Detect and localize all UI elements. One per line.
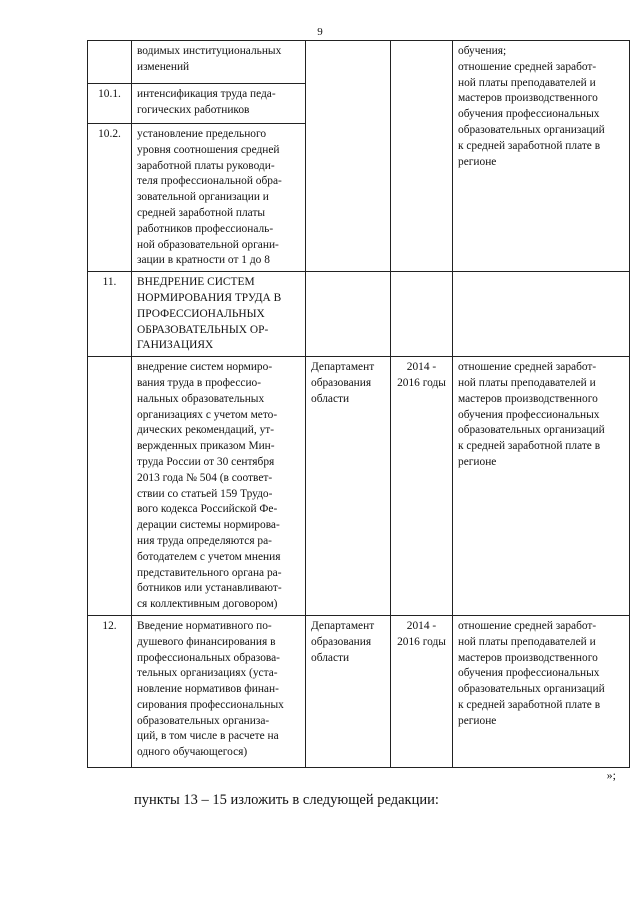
responsible-cell xyxy=(306,41,391,272)
amendment-text: пункты 13 – 15 изложить в следующей редакции: xyxy=(134,792,439,808)
closing-quote: »; xyxy=(606,768,616,782)
activity-cell: внедрение систем нормиро- вания труда в профессио- нальных образовательных организациях с учетом мето- дических рекомендаций, ут- вержденных приказом Мин- труда России от 30 сентября 2013 года № 504 (в соответ- ствии со статьей 159 Трудо- вого кодекса Российской Фе- дерации системы нормирова- ния труда определяются ра- ботодателем с учетом мнения представительного органа ра- ботников или устанавливают- ся коллективным договором) xyxy=(132,357,306,616)
table-row xyxy=(88,615,630,767)
indicator-cell: отношение средней заработ- ной платы преподавателей и мастеров производственного обучения профессиональных образовательных организаций к средней заработной плате в регионе xyxy=(453,357,630,616)
responsible-cell xyxy=(306,272,391,357)
row-number xyxy=(88,41,132,84)
section-heading: ВНЕДРЕНИЕ СИСТЕМ НОРМИРОВАНИЯ ТРУДА В ПРОФЕССИОНАЛЬНЫХ ОБРАЗОВАТЕЛЬНЫХ ОР- ГАНИЗАЦИЯХ xyxy=(132,272,306,357)
measures-table xyxy=(87,40,630,768)
activity-cell: установление предельного уровня соотношения средней заработной платы руководи- теля профессиональной обра- зовательной организации и средней заработной платы работников профессиональ- ной образовательной органи- зации в кратности от 1 до 8 xyxy=(132,124,306,272)
activity-cell: водимых институциональных изменений xyxy=(132,41,306,84)
indicator-cell xyxy=(453,272,630,357)
table-row xyxy=(88,41,630,84)
indicator-cell: обучения; отношение средней заработ- ной платы преподавателей и мастеров производственного обучения профессиональных образовательных организаций к средней заработной плате в регионе xyxy=(453,41,630,272)
row-number: 10.2. xyxy=(88,124,132,272)
responsible-cell: Департамент образования области xyxy=(306,357,391,616)
row-number: 11. xyxy=(88,272,132,357)
table-row xyxy=(88,357,630,616)
period-cell: 2014 - 2016 годы xyxy=(391,357,453,616)
row-number: 12. xyxy=(88,615,132,767)
row-number: 10.1. xyxy=(88,84,132,124)
indicator-cell: отношение средней заработ- ной платы преподавателей и мастеров производственного обучения профессиональных образовательных организаций к средней заработной плате в регионе xyxy=(453,615,630,767)
page-number: 9 xyxy=(317,26,323,38)
activity-cell: интенсификация труда педа- гогических работников xyxy=(132,84,306,124)
row-number xyxy=(88,357,132,616)
period-cell: 2014 - 2016 годы xyxy=(391,615,453,767)
activity-cell: Введение нормативного по- душевого финансирования в профессиональных образова- тельных организациях (уста- новление нормативов финан- сирования профессиональных образовательных организа- ций, в том числе в расчете на одного обучающегося) xyxy=(132,615,306,767)
responsible-cell: Департамент образования области xyxy=(306,615,391,767)
period-cell xyxy=(391,41,453,272)
table-row xyxy=(88,272,630,357)
period-cell xyxy=(391,272,453,357)
